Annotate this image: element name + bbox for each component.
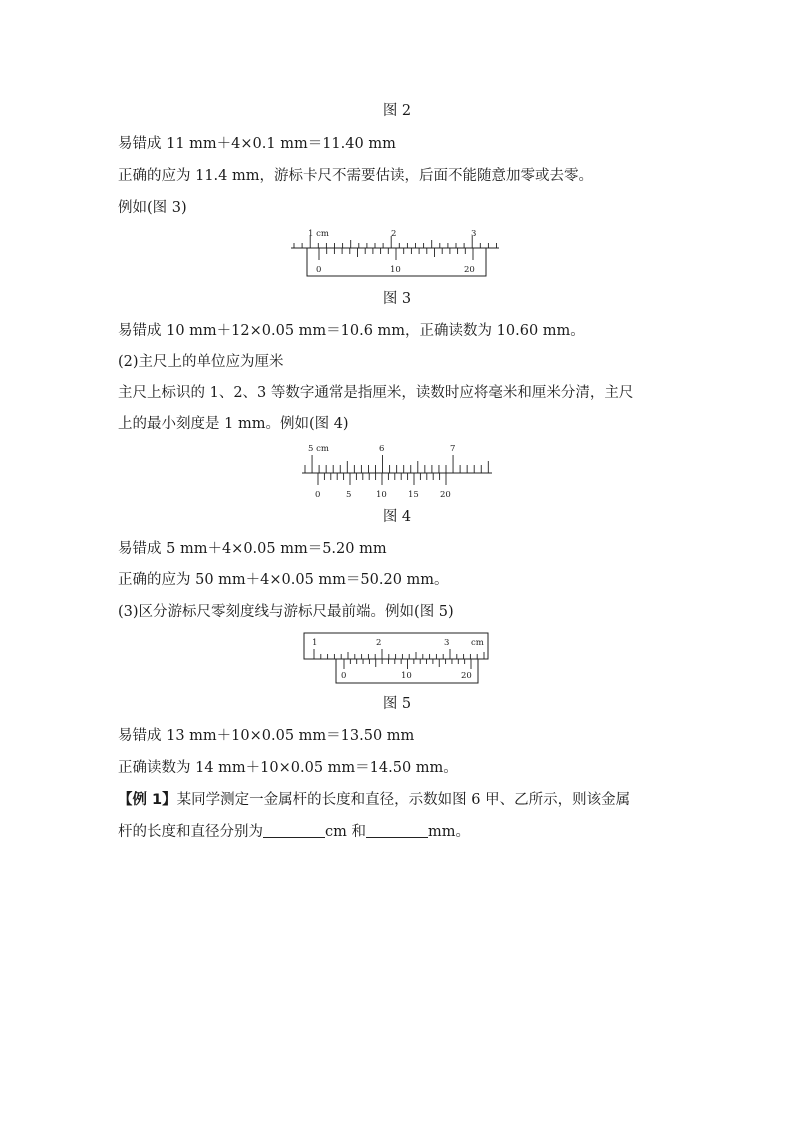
wrong-reading-2: 易错成 10 mm＋12×0.05 mm＝10.6 mm，正确读数为 10.60 mm。 xyxy=(118,323,585,339)
fig3-vernier-label: 20 xyxy=(464,265,475,275)
figure-4-svg xyxy=(300,440,496,502)
fig3-vernier-label: 0 xyxy=(316,265,322,275)
wrong-reading-3: 易错成 5 mm＋4×0.05 mm＝5.20 mm xyxy=(118,541,387,557)
fig5-main-label: 2 xyxy=(376,638,382,648)
section-2-text-2: 上的最小刻度是 1 mm。例如(图 4) xyxy=(118,416,349,432)
length-unit: cm 和 xyxy=(325,824,366,840)
fig4-vernier-label: 0 xyxy=(315,490,321,500)
length-answer-blank xyxy=(263,823,325,838)
fig4-vernier-label: 15 xyxy=(408,490,419,500)
section-3-heading: (3)区分游标尺零刻度线与游标尺最前端。例如(图 5) xyxy=(118,604,454,620)
figure-2-caption: 图 2 xyxy=(382,103,412,119)
fig5-main-label: 3 xyxy=(444,638,450,648)
example-1-text: 某同学测定一金属杆的长度和直径，示数如图 6 甲、乙所示，则该金属 xyxy=(176,792,631,808)
example-1-line-1 xyxy=(118,790,630,810)
wrong-reading-4: 易错成 13 mm＋10×0.05 mm＝13.50 mm xyxy=(118,728,415,744)
fig4-main-ticks xyxy=(305,455,488,473)
figure-3-caliper xyxy=(288,226,503,280)
figure-3-svg xyxy=(288,226,503,280)
figure-5-caliper xyxy=(302,631,492,687)
diameter-answer-blank xyxy=(366,823,428,838)
fig4-vernier-label: 10 xyxy=(376,490,387,500)
fig3-main-label: 2 xyxy=(391,229,397,239)
figure-5-svg xyxy=(302,631,492,687)
figure-4-caliper xyxy=(300,440,496,502)
fig3-vernier-label: 10 xyxy=(390,265,401,275)
fig3-main-label: 1 cm xyxy=(308,229,329,239)
example-1-line-2 xyxy=(118,822,470,842)
section-2-text-1: 主尺上标识的 1、2、3 等数字通常是指厘米，读数时应将毫米和厘米分清，主尺 xyxy=(118,385,634,401)
example-1-question: 杆的长度和直径分别为 xyxy=(118,824,263,840)
wrong-reading-1: 易错成 11 mm＋4×0.1 mm＝11.40 mm xyxy=(118,136,396,152)
figure-3-caption: 图 3 xyxy=(382,291,412,307)
figure-5-caption: 图 5 xyxy=(382,696,412,712)
correct-reading-1: 正确的应为 11.4 mm，游标卡尺不需要估读，后面不能随意加零或去零。 xyxy=(118,168,593,184)
diameter-unit: mm。 xyxy=(427,824,470,840)
fig5-main-ticks xyxy=(314,649,484,659)
fig3-main-label: 3 xyxy=(471,229,477,239)
fig4-vernier-ticks xyxy=(318,473,446,485)
fig4-main-label: 5 cm xyxy=(308,444,329,454)
fig5-main-label: cm xyxy=(471,638,484,648)
correct-reading-3: 正确的应为 50 mm＋4×0.05 mm＝50.20 mm。 xyxy=(118,572,449,588)
correct-reading-4: 正确读数为 14 mm＋10×0.05 mm＝14.50 mm。 xyxy=(118,760,458,776)
section-2-heading: (2)主尺上的单位应为厘米 xyxy=(118,354,284,370)
fig4-vernier-label: 5 xyxy=(346,490,352,500)
fig5-vernier-label: 0 xyxy=(341,671,347,681)
fig5-main-label: 1 xyxy=(312,638,318,648)
fig4-vernier-label: 20 xyxy=(440,490,451,500)
fig4-main-label: 6 xyxy=(379,444,385,454)
example-fig3-intro: 例如(图 3) xyxy=(118,200,187,216)
example-1-tag: 【例 1】 xyxy=(118,792,177,808)
figure-4-caption: 图 4 xyxy=(382,509,412,525)
fig5-vernier-label: 10 xyxy=(401,671,412,681)
fig5-vernier-ticks xyxy=(344,659,471,669)
fig5-vernier-label: 20 xyxy=(461,671,472,681)
fig4-main-label: 7 xyxy=(450,444,456,454)
fig3-vernier-ticks xyxy=(319,248,473,260)
